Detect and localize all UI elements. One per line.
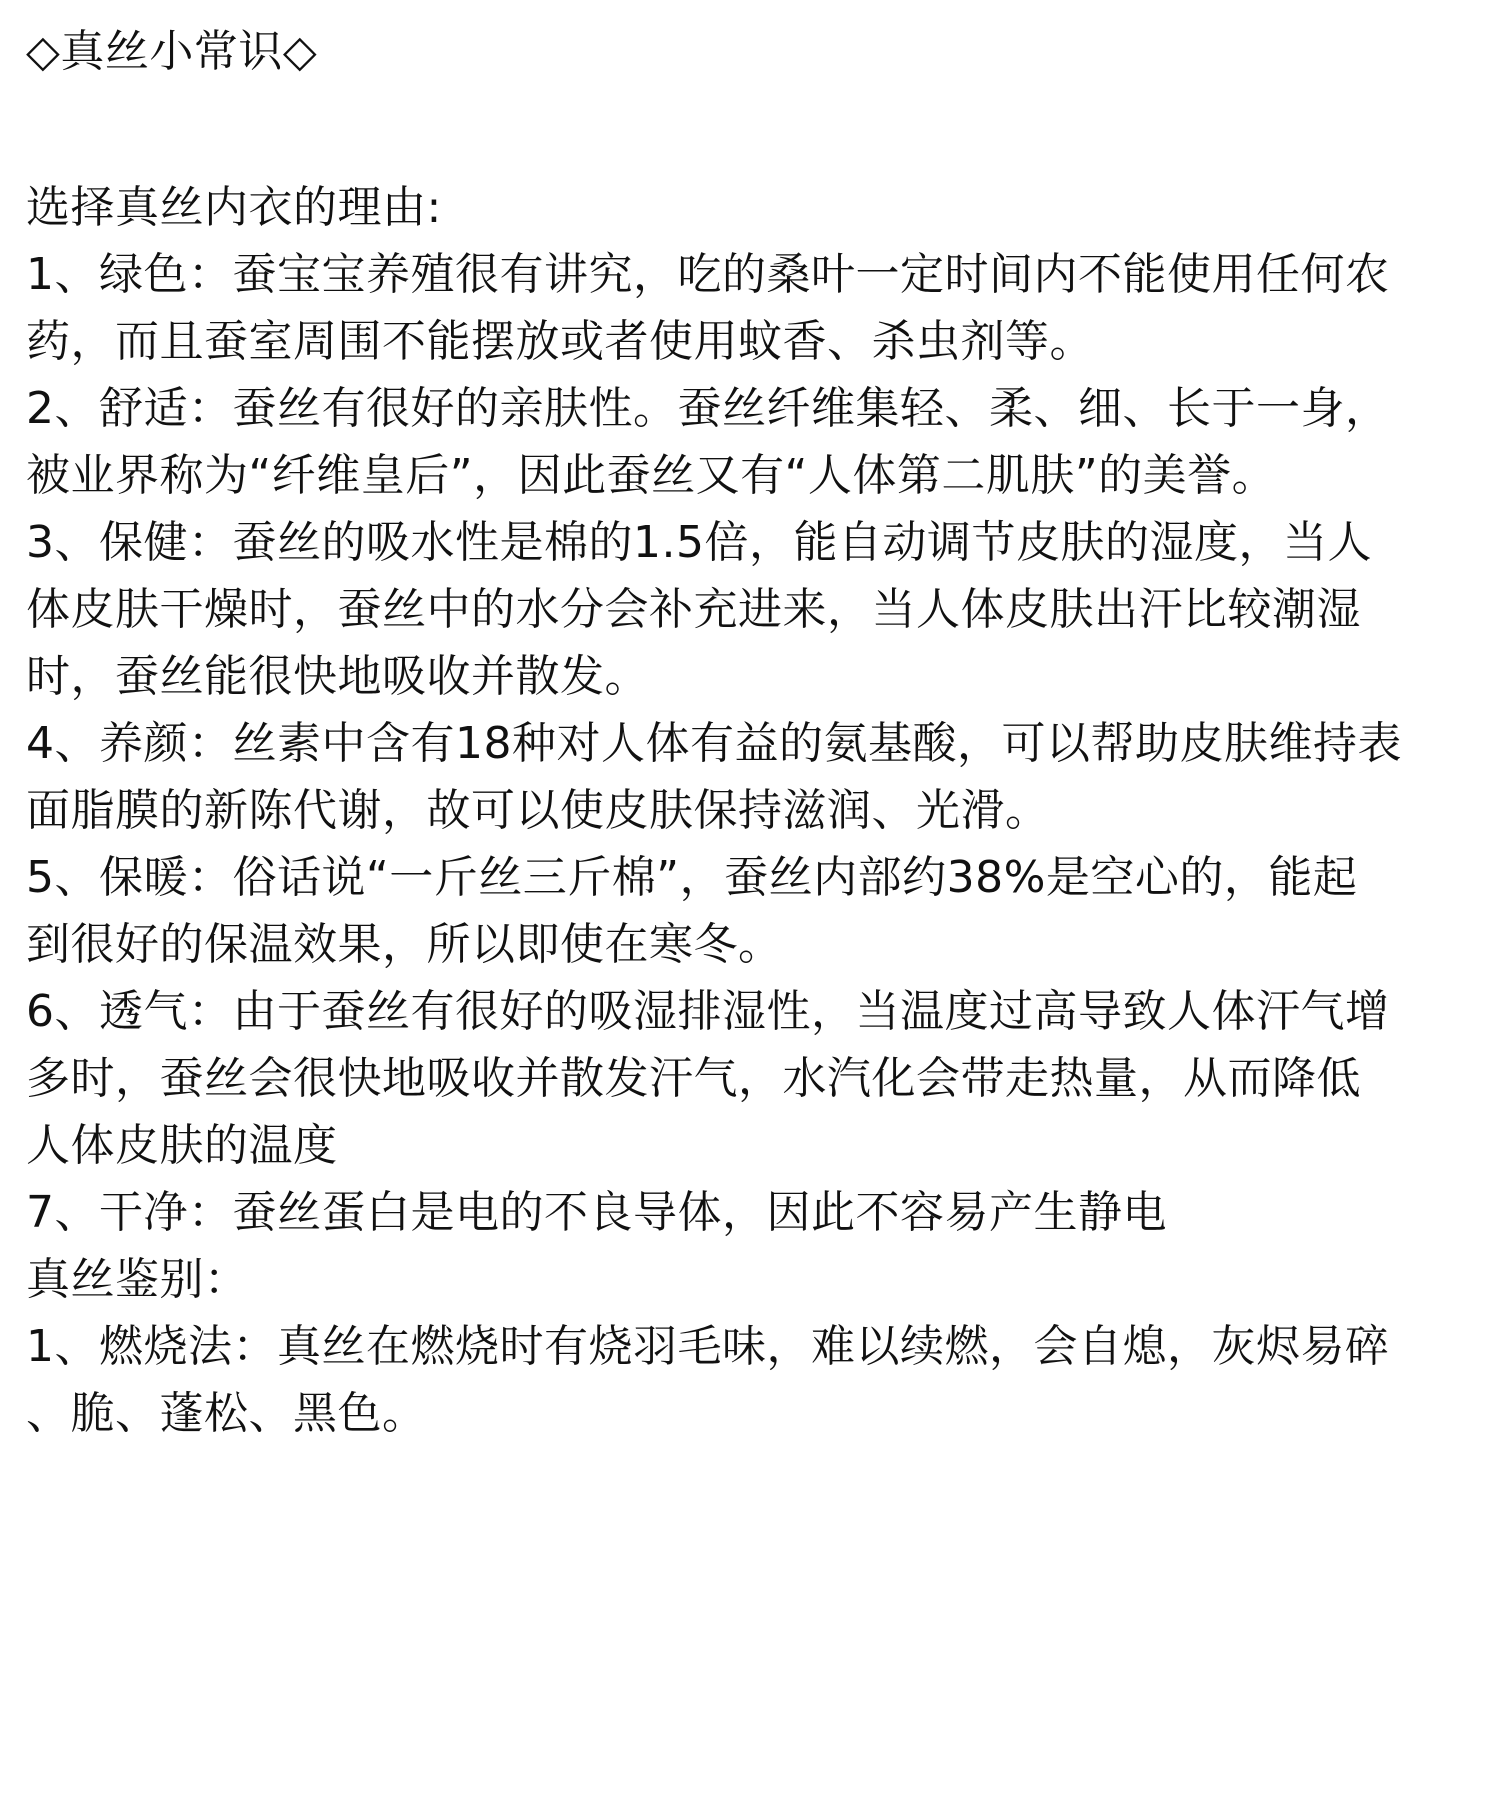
text-line: 真丝鉴别： — [26, 1254, 249, 1305]
text-line: 3、保健：蚕丝的吸水性是棉的1.5倍，能自动调节皮肤的湿度，当人 — [26, 517, 1372, 568]
text-line: 选择真丝内衣的理由: — [26, 182, 442, 233]
text-line: 被业界称为“纤维皇后”，因此蚕丝又有“人体第二肌肤”的美誉。 — [26, 450, 1277, 501]
text-line: 4、养颜：丝素中含有18种对人体有益的氨基酸，可以帮助皮肤维持表 — [26, 718, 1402, 769]
text-line: 、脆、蓬松、黑色。 — [26, 1388, 427, 1439]
text-line: 面脂膜的新陈代谢，故可以使皮肤保持滋润、光滑。 — [26, 785, 1050, 836]
text-line: 1、燃烧法：真丝在燃烧时有烧羽毛味，难以续燃，会自熄，灰烬易碎 — [26, 1321, 1390, 1372]
document-title: ◇真丝小常识◇ — [26, 26, 318, 77]
text-line: 人体皮肤的温度 — [26, 1120, 338, 1171]
text-line: 5、保暖：俗话说“一斤丝三斤棉”，蚕丝内部约38%是空心的，能起 — [26, 852, 1358, 903]
text-line: 6、透气：由于蚕丝有很好的吸湿排湿性，当温度过高导致人体汗气增 — [26, 986, 1390, 1037]
text-line: 1、绿色：蚕宝宝养殖很有讲究，吃的桑叶一定时间内不能使用任何农 — [26, 249, 1390, 300]
text-line: 体皮肤干燥时，蚕丝中的水分会补充进来，当人体皮肤出汗比较潮湿 — [26, 584, 1361, 635]
text-line: 药，而且蚕室周围不能摆放或者使用蚊香、杀虫剂等。 — [26, 316, 1094, 367]
text-line: 到很好的保温效果，所以即使在寒冬。 — [26, 919, 783, 970]
text-line: 2、舒适：蚕丝有很好的亲肤性。蚕丝纤维集轻、柔、细、长于一身， — [26, 383, 1390, 434]
text-line: 时，蚕丝能很快地吸收并散发。 — [26, 651, 649, 702]
text-line: 多时，蚕丝会很快地吸收并散发汗气，水汽化会带走热量，从而降低 — [26, 1053, 1361, 1104]
text-line: 7、干净：蚕丝蛋白是电的不良导体，因此不容易产生静电 — [26, 1187, 1167, 1238]
